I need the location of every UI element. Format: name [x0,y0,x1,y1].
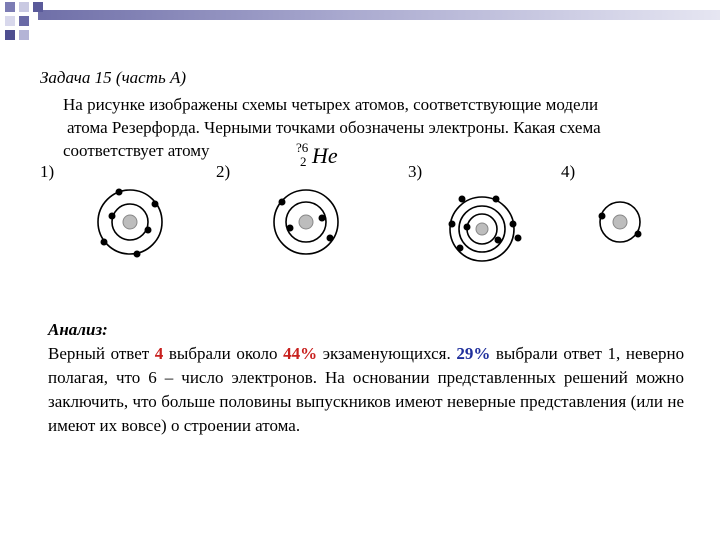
decor-square [5,2,15,12]
analysis-heading: Анализ: [48,320,108,339]
slide-decoration [0,0,720,40]
electron [116,189,123,196]
electron [319,215,326,222]
wrong-percent: 29% [456,344,491,363]
atom-diagrams [0,180,720,290]
electron [493,196,500,203]
electron [515,235,522,242]
analysis-paragraph [48,342,684,438]
analysis-text: Верный ответ [48,344,150,363]
question-line: На рисунке изображены схемы четырех атомов, соответствующие модели [63,95,599,114]
decor-square [33,2,43,12]
atomic-number: 2 [300,154,307,169]
electron [279,199,286,206]
element-symbol: He [312,143,338,168]
electron [459,196,466,203]
atom-scheme-1 [98,189,162,258]
electron [145,227,152,234]
electron [109,213,116,220]
question-line: атома Резерфорда. Черными точками обозначены электроны. Какая схема [67,118,601,137]
decor-square [19,30,29,40]
nucleus [123,215,137,229]
electron [449,221,456,228]
option-label-3: 3) [408,162,423,181]
option-label-4: 4) [561,162,576,181]
electron [510,221,517,228]
correct-answer: 4 [154,344,164,363]
analysis-text: экзаменующихся. [322,344,451,363]
option-label-1: 1) [40,162,55,181]
nucleus [476,223,488,235]
header-gradient-bar [38,10,720,20]
correct-percent: 44% [283,344,318,363]
electron [152,201,159,208]
option-label-2: 2) [216,162,231,181]
task-question [63,93,713,162]
mass-number: ?6 [296,140,309,155]
decor-square [5,30,15,40]
atom-scheme-3 [449,196,522,262]
decor-square [19,2,29,12]
electron [495,237,502,244]
atom-scheme-4 [599,202,642,242]
electron [464,224,471,231]
atom-scheme-2 [274,190,338,254]
question-line: соответствует атому [63,141,210,160]
nucleus [613,215,627,229]
electron [327,235,334,242]
electron [457,245,464,252]
electron [134,251,141,258]
electron [635,231,642,238]
electron [287,225,294,232]
decor-square [19,16,29,26]
nucleus [299,215,313,229]
decor-square [5,16,15,26]
electron [599,213,606,220]
analysis-text: выбрали ответ 1, неверно полагая, что 6 – число электронов. На основании представленных решений можно заключить, что больше половины выпускников имеют неверные представления (или не имеют их вовсе) о строении атома. [48,344,685,435]
task-title: Задача 15 (часть А) [40,68,187,87]
analysis-block [48,318,684,438]
electron [101,239,108,246]
analysis-text: выбрали около [168,344,278,363]
helium-isotope-formula [296,140,356,172]
